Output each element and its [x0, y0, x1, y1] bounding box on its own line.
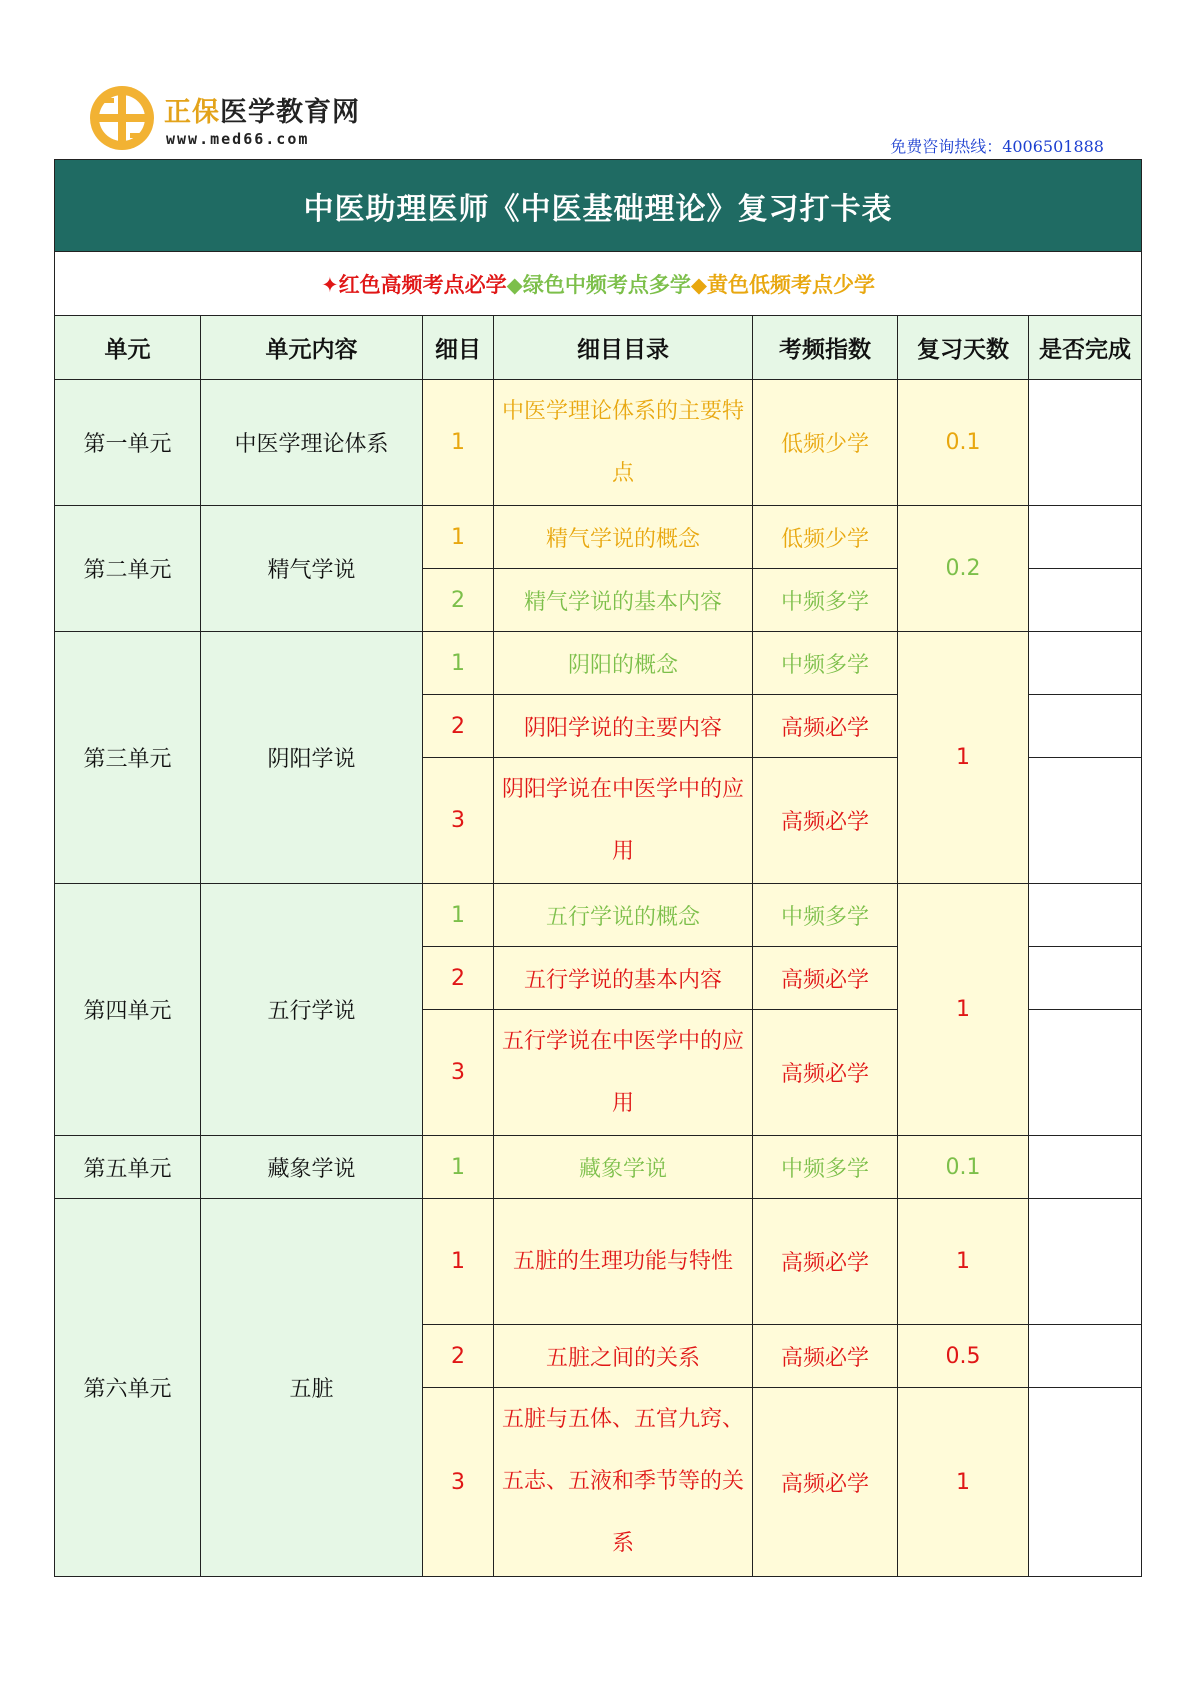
unit-name: 第五单元	[55, 1136, 201, 1199]
unit-content: 阴阳学说	[201, 632, 423, 884]
legend-low: ◆黄色低频考点少学	[690, 272, 875, 297]
done-checkbox-cell[interactable]	[1029, 1325, 1142, 1388]
unit-name: 第一单元	[55, 380, 201, 506]
item-freq: 高频必学	[753, 947, 898, 1010]
item-no: 2	[423, 1325, 494, 1388]
brand-accent: 正保	[164, 97, 220, 128]
hotline-text: 免费咨询热线：4006501888	[890, 137, 1104, 156]
review-days: 0.1	[898, 1136, 1029, 1199]
done-checkbox-cell[interactable]	[1029, 506, 1142, 569]
item-no: 1	[423, 1136, 494, 1199]
table-row	[55, 506, 1142, 569]
item-freq: 中频多学	[753, 632, 898, 695]
legend-mid: ◆绿色中频考点多学	[506, 272, 691, 297]
done-checkbox-cell[interactable]	[1029, 632, 1142, 695]
header-no: 细目	[423, 316, 494, 380]
brand-url: www.med66.com	[166, 130, 310, 148]
table-title: 中医助理医师《中医基础理论》复习打卡表	[55, 160, 1142, 252]
done-checkbox-cell[interactable]	[1029, 380, 1142, 506]
legend-high: ✦红色高频考点必学	[321, 272, 507, 297]
item-freq: 中频多学	[753, 884, 898, 947]
header-done: 是否完成	[1029, 316, 1142, 380]
item-no: 3	[423, 758, 494, 884]
item-name: 精气学说的概念	[494, 506, 753, 569]
review-days: 1	[898, 884, 1029, 1136]
item-no: 1	[423, 506, 494, 569]
item-name: 藏象学说	[494, 1136, 753, 1199]
item-name: 阴阳学说在中医学中的应用	[494, 758, 753, 884]
brand-rest: 医学教育网	[220, 97, 360, 128]
review-days: 1	[898, 1199, 1029, 1325]
item-freq: 高频必学	[753, 1010, 898, 1136]
done-checkbox-cell[interactable]	[1029, 1136, 1142, 1199]
unit-content: 五行学说	[201, 884, 423, 1136]
done-checkbox-cell[interactable]	[1029, 695, 1142, 758]
done-checkbox-cell[interactable]	[1029, 1199, 1142, 1325]
item-name: 五脏与五体、五官九窍、五志、五液和季节等的关系	[494, 1388, 753, 1577]
item-freq: 高频必学	[753, 1325, 898, 1388]
review-days: 0.2	[898, 506, 1029, 632]
review-days: 0.1	[898, 380, 1029, 506]
unit-content: 中医学理论体系	[201, 380, 423, 506]
header-freq: 考频指数	[753, 316, 898, 380]
header-content: 单元内容	[201, 316, 423, 380]
checkin-table	[54, 159, 1142, 1577]
unit-name: 第六单元	[55, 1199, 201, 1577]
item-freq: 中频多学	[753, 569, 898, 632]
item-no: 2	[423, 947, 494, 1010]
item-freq: 高频必学	[753, 758, 898, 884]
item-no: 1	[423, 632, 494, 695]
unit-content: 五脏	[201, 1199, 423, 1577]
table-row	[55, 884, 1142, 947]
table-row	[55, 1136, 1142, 1199]
item-name: 阴阳学说的主要内容	[494, 695, 753, 758]
brand-name	[164, 90, 360, 129]
unit-name: 第二单元	[55, 506, 201, 632]
done-checkbox-cell[interactable]	[1029, 884, 1142, 947]
done-checkbox-cell[interactable]	[1029, 1010, 1142, 1136]
item-name: 阴阳的概念	[494, 632, 753, 695]
unit-content: 精气学说	[201, 506, 423, 632]
item-name: 五行学说的概念	[494, 884, 753, 947]
item-no: 3	[423, 1010, 494, 1136]
item-no: 1	[423, 884, 494, 947]
item-freq: 低频少学	[753, 506, 898, 569]
item-name: 五脏的生理功能与特性	[494, 1199, 753, 1325]
unit-name: 第四单元	[55, 884, 201, 1136]
legend	[55, 252, 1142, 316]
item-no: 2	[423, 569, 494, 632]
review-days: 0.5	[898, 1325, 1029, 1388]
table-row	[55, 1199, 1142, 1325]
item-freq: 低频少学	[753, 380, 898, 506]
done-checkbox-cell[interactable]	[1029, 758, 1142, 884]
item-freq: 中频多学	[753, 1136, 898, 1199]
item-no: 2	[423, 695, 494, 758]
item-no: 1	[423, 1199, 494, 1325]
item-freq: 高频必学	[753, 1388, 898, 1577]
brand-logo-icon	[88, 84, 156, 152]
review-days: 1	[898, 1388, 1029, 1577]
header-days: 复习天数	[898, 316, 1029, 380]
unit-content: 藏象学说	[201, 1136, 423, 1199]
table-row	[55, 380, 1142, 506]
unit-name: 第三单元	[55, 632, 201, 884]
review-days: 1	[898, 632, 1029, 884]
item-name: 五行学说的基本内容	[494, 947, 753, 1010]
item-name: 五行学说在中医学中的应用	[494, 1010, 753, 1136]
header-unit: 单元	[55, 316, 201, 380]
done-checkbox-cell[interactable]	[1029, 1388, 1142, 1577]
item-freq: 高频必学	[753, 1199, 898, 1325]
item-name: 五脏之间的关系	[494, 1325, 753, 1388]
item-no: 3	[423, 1388, 494, 1577]
item-name: 精气学说的基本内容	[494, 569, 753, 632]
table-row	[55, 632, 1142, 695]
done-checkbox-cell[interactable]	[1029, 569, 1142, 632]
header-item: 细目目录	[494, 316, 753, 380]
done-checkbox-cell[interactable]	[1029, 947, 1142, 1010]
item-no: 1	[423, 380, 494, 506]
item-freq: 高频必学	[753, 695, 898, 758]
header-row	[55, 316, 1142, 380]
item-name: 中医学理论体系的主要特点	[494, 380, 753, 506]
logo	[88, 84, 360, 154]
